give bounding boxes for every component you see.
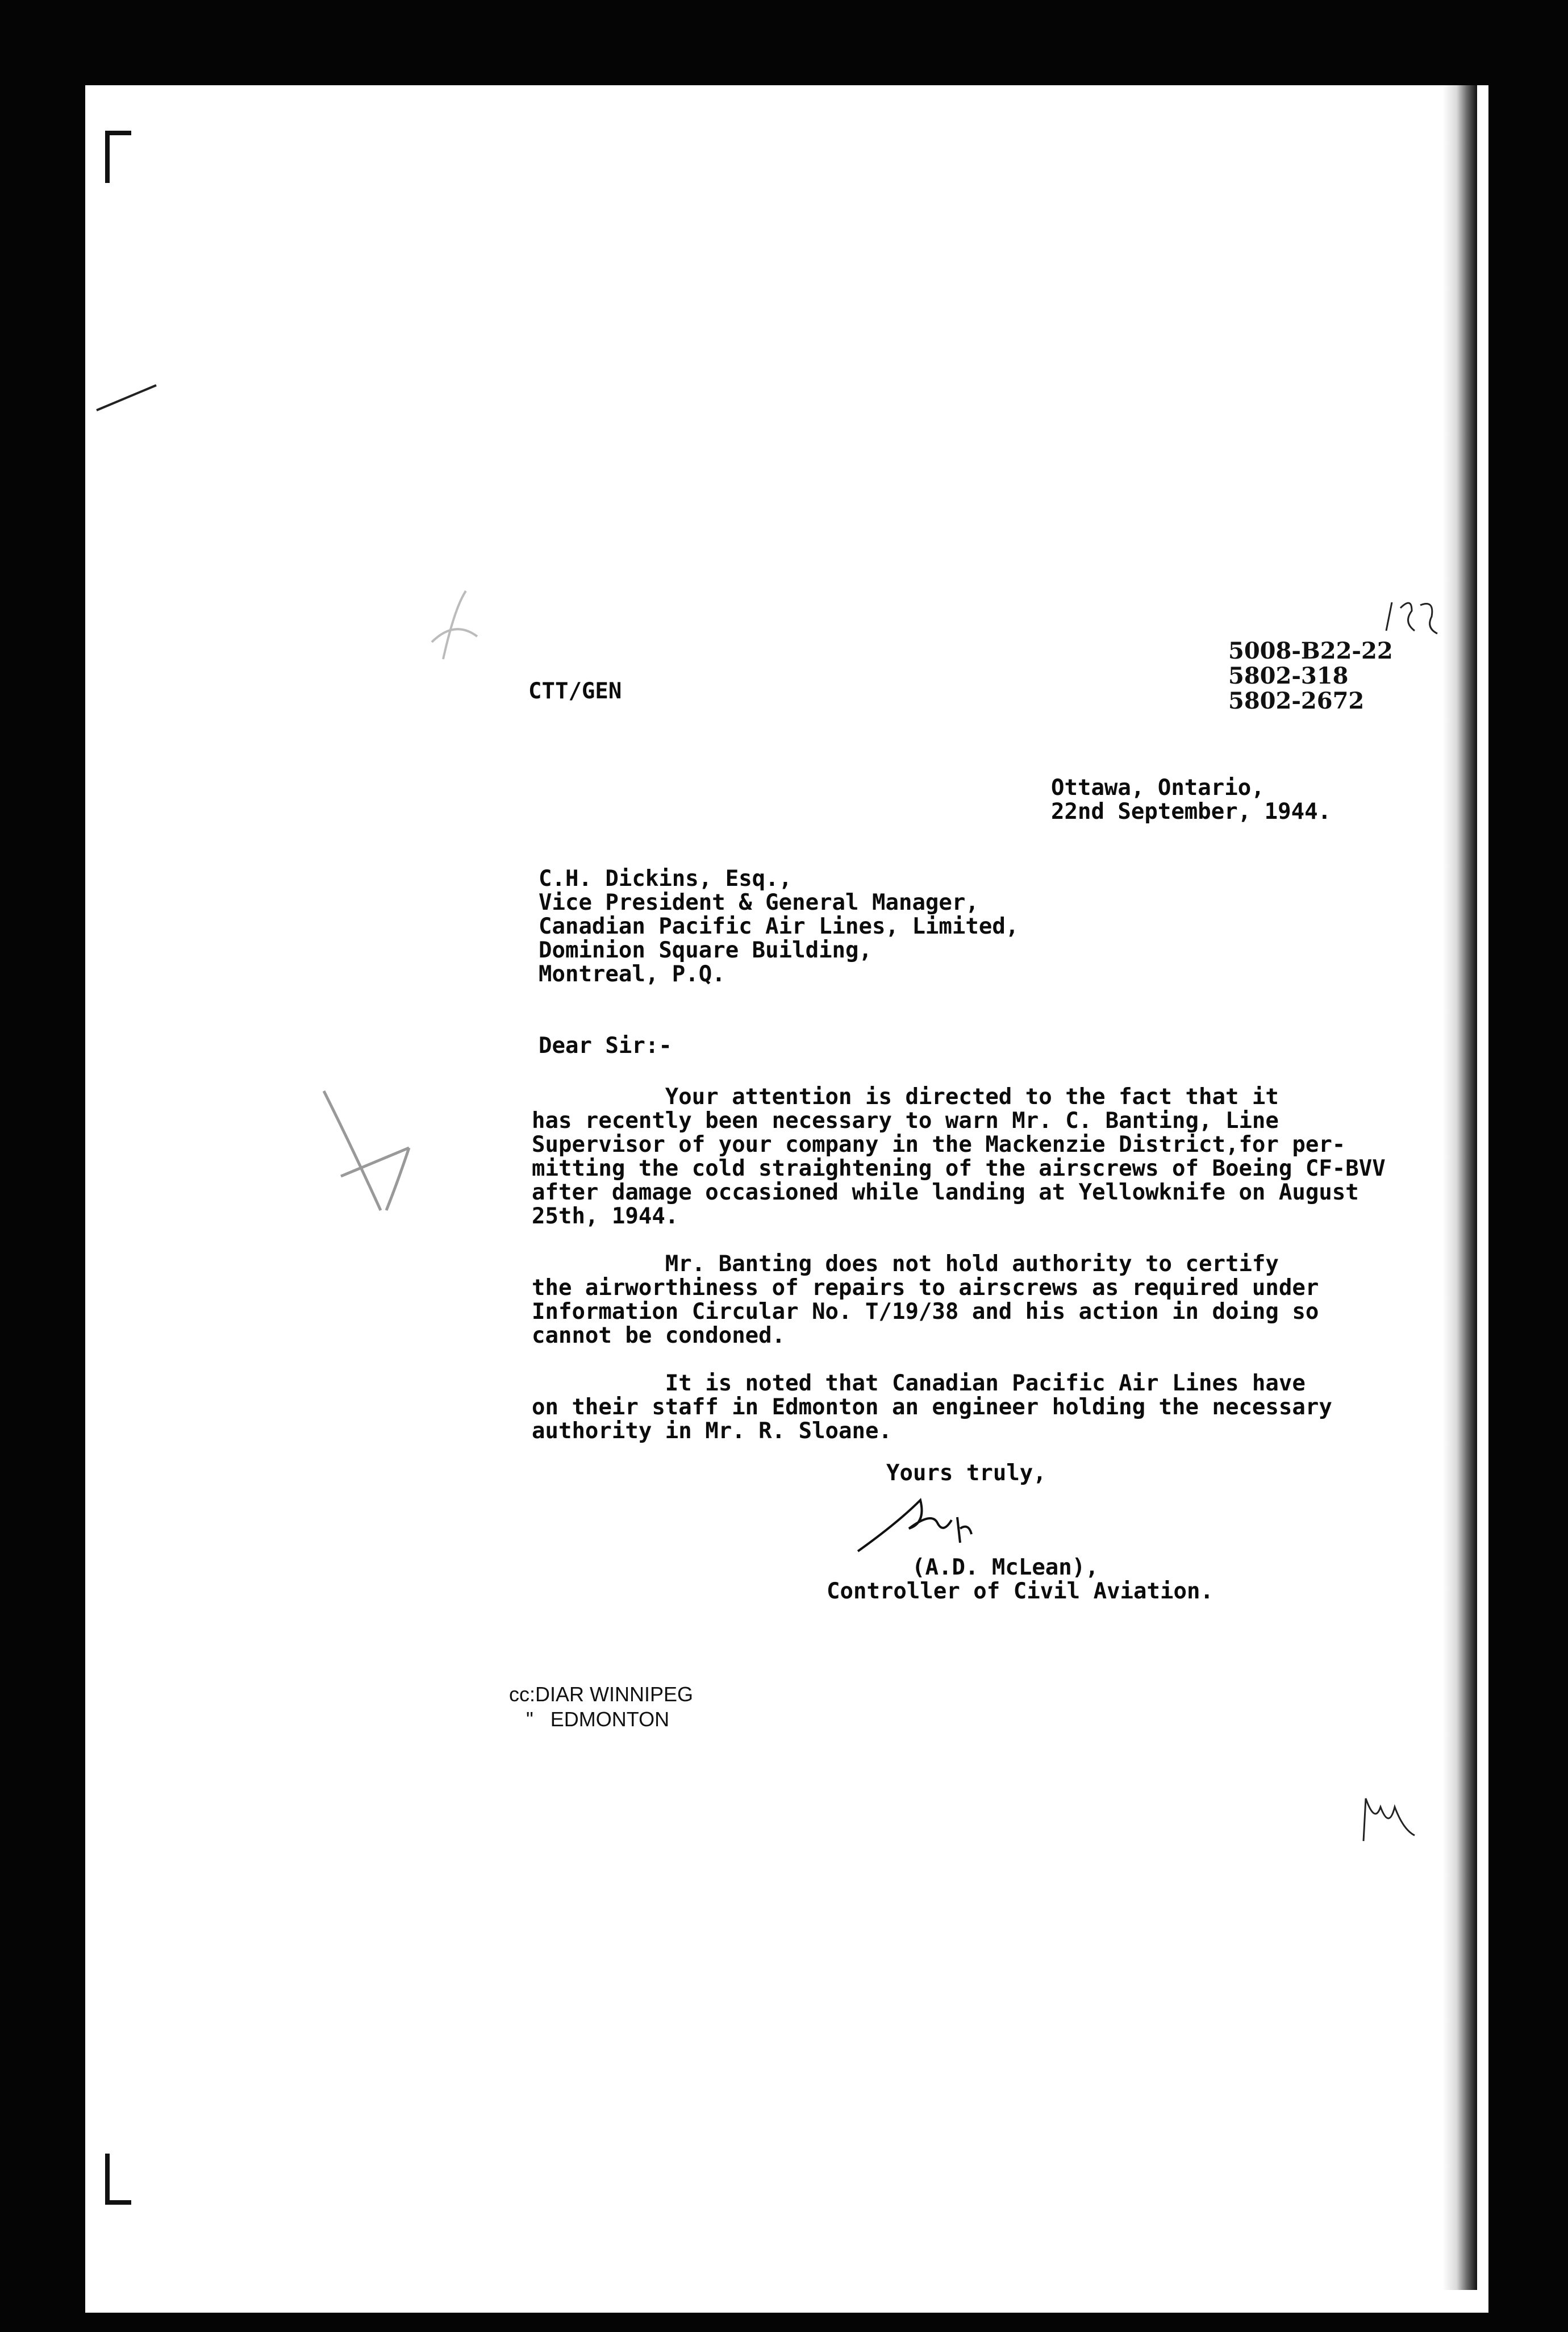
stray-pen-stroke [94, 381, 162, 415]
recipient-address [539, 867, 1019, 986]
crop-mark-top-left [105, 131, 131, 135]
place: Ottawa, Ontario, [1051, 775, 1265, 801]
handwritten-initials [1358, 1790, 1420, 1847]
address-line: Canadian Pacific Air Lines, Limited, [539, 914, 1019, 939]
signer-name: (A.D. McLean), [912, 1555, 1099, 1580]
address-line: C.H. Dickins, Esq., [539, 866, 793, 892]
address-line: Vice President & General Manager, [539, 890, 979, 915]
signer-title: Controller of Civil Aviation. [827, 1579, 1213, 1604]
crop-mark-bottom-left [105, 2154, 110, 2205]
reference-number: 5802-2672 [1228, 688, 1365, 714]
signature [852, 1489, 1000, 1557]
handwritten-page-number [1381, 591, 1443, 642]
salutation: Dear Sir:- [539, 1033, 672, 1059]
body-paragraph: It is noted that Canadian Pacific Air Lines have on their staff in Edmonton an engineer holding the necessary authority in Mr. R. Sloane. [532, 1371, 1332, 1444]
date: 22nd September, 1944. [1051, 799, 1332, 824]
signer-block [827, 1556, 1213, 1604]
crop-mark-top-left [105, 131, 110, 183]
closing: Yours truly, [886, 1460, 1046, 1486]
file-code: CTT/GEN [528, 678, 622, 704]
body-paragraph: Mr. Banting does not hold authority to certify the airworthiness of repairs to airscrews as required under Information Circular No. T/19/38 and his action in doing so cannot be condoned. [532, 1251, 1319, 1348]
place-date-block [1051, 776, 1331, 824]
reference-number: 5802-318 [1228, 663, 1349, 689]
letter-body [532, 1085, 1386, 1467]
address-line: Montreal, P.Q. [539, 961, 725, 987]
reference-numbers [1228, 639, 1393, 714]
carbon-copy-list [509, 1682, 693, 1732]
page-edge-shadow [1443, 85, 1477, 2290]
faded-stamp-mark [318, 1080, 420, 1216]
address-line: Dominion Square Building, [539, 938, 872, 963]
cc-line: " EDMONTON [509, 1708, 670, 1731]
cc-line: cc:DIAR WINNIPEG [509, 1683, 694, 1706]
body-paragraph: Your attention is directed to the fact that it has recently been necessary to warn Mr. C. Banting, Line Supervisor of your company in the Mackenzie District,for per- mitting the cold straightening of the airscrews of Boeing CF-BVV after damage occasioned while landing at Yellowknife on August 25th, 1944. [532, 1084, 1386, 1229]
reference-number: 5008-B22-22 [1228, 638, 1393, 664]
faded-stamp-mark [420, 585, 489, 665]
crop-mark-bottom-left [105, 2200, 131, 2205]
